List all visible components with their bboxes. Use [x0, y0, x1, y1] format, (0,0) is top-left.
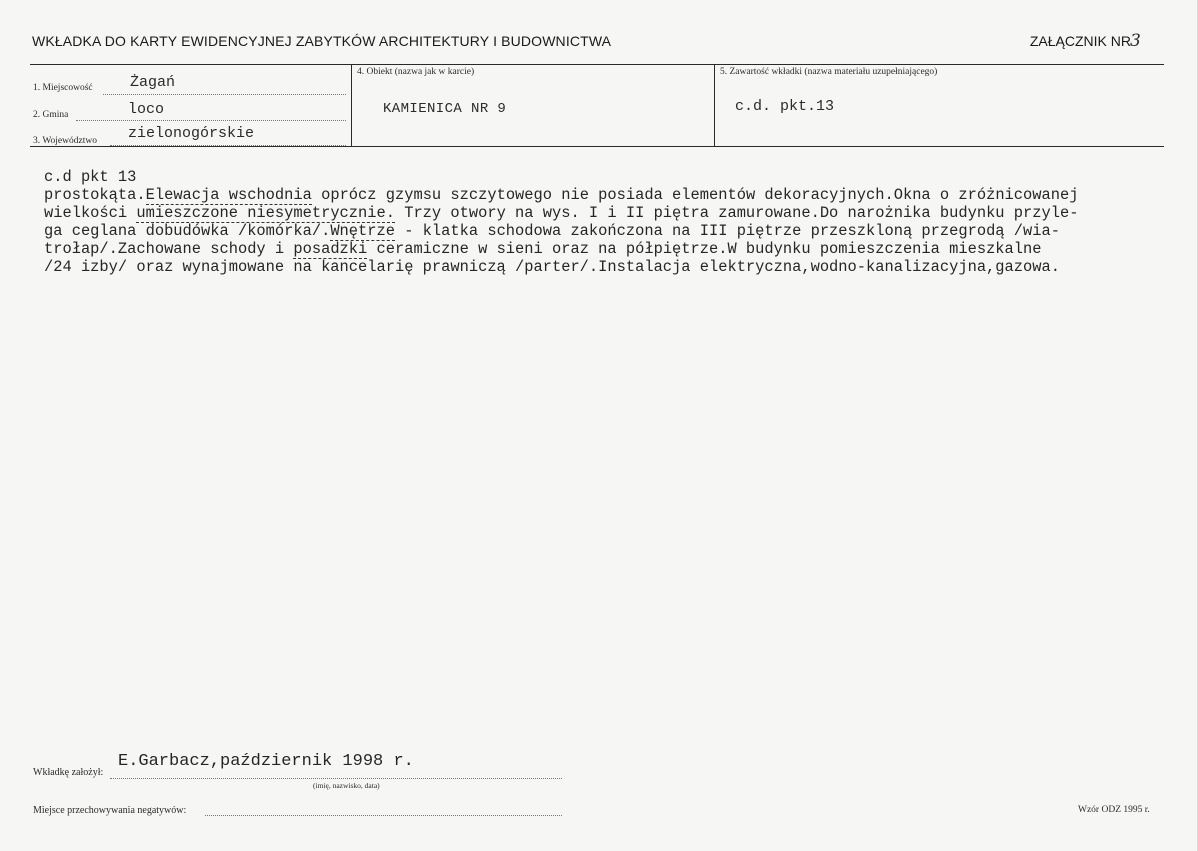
gmina-value: loco [128, 101, 165, 118]
description-line: prostokąta.Elewacja wschodnia oprócz gzymsu szczytowego nie posiada elementów dekoracyjnych.Okna o zróżnicowanej [44, 186, 1079, 204]
annex-label: ZAŁĄCZNIK NR [1029, 33, 1131, 49]
description-heading: c.d pkt 13 [44, 168, 137, 186]
miejscowosc-label: 1. Miejscowość [33, 83, 93, 93]
description-line: ga ceglana dobudówka /komórka/.Wnętrze - klatka schodowa zakończona na III piętrze przeszkloną przegrodą /wia- [44, 222, 1060, 240]
miejscowosc-dotline [103, 94, 346, 95]
description-line: /24 izby/ oraz wynajmowane na kancelarię prawniczą /parter/.Instalacja elektryczna,wodno-kanalizacyjna,gazowa. [44, 258, 1060, 276]
obiekt-value: KAMIENICA NR 9 [383, 101, 507, 117]
zawartosc-value: c.d. pkt.13 [735, 98, 835, 115]
grid-divider-1 [351, 64, 352, 146]
miejscowosc-value: Żagań [130, 74, 176, 91]
author-dotline [110, 778, 562, 779]
gmina-dotline [76, 120, 346, 121]
zawartosc-label: 5. Zawartość wkładki (nazwa materiału uzupełniającego) [720, 67, 938, 77]
grid-divider-2 [714, 64, 715, 146]
negatives-dotline [205, 815, 562, 816]
form-title: WKŁADKA DO KARTY EWIDENCYJNEJ ZABYTKÓW ARCHITEKTURY I BUDOWNICTWA [32, 33, 612, 49]
author-hint: (imię, nazwisko, data) [313, 781, 380, 790]
description-block [44, 168, 1174, 276]
grid-top-line [30, 64, 1164, 65]
author-label: Wkładkę założył: [33, 767, 104, 778]
obiekt-label: 4. Obiekt (nazwa jak w karcie) [357, 67, 475, 77]
author-value: E.Garbacz,październik 1998 r. [118, 752, 414, 771]
wojewodztwo-dotline [110, 145, 346, 146]
gmina-label: 2. Gmina [33, 110, 69, 120]
description-line: wielkości umieszczone niesymetrycznie. Trzy otwory na wys. I i II piętra zamurowane.Do narożnika budynku przyle- [44, 204, 1079, 222]
wojewodztwo-value: zielonogórskie [128, 125, 255, 142]
description-line: trołap/.Zachowane schody i posadzki ceramiczne w sieni oraz na półpiętrze.W budynku pomieszczenia mieszkalne [44, 240, 1042, 258]
grid-bottom-line [30, 146, 1164, 147]
form-code: Wzór ODZ 1995 r. [1078, 805, 1150, 815]
annex-number: 3 [1130, 31, 1141, 51]
negatives-label: Miejsce przechowywania negatywów: [33, 805, 187, 816]
wojewodztwo-label: 3. Województwo [33, 136, 97, 146]
